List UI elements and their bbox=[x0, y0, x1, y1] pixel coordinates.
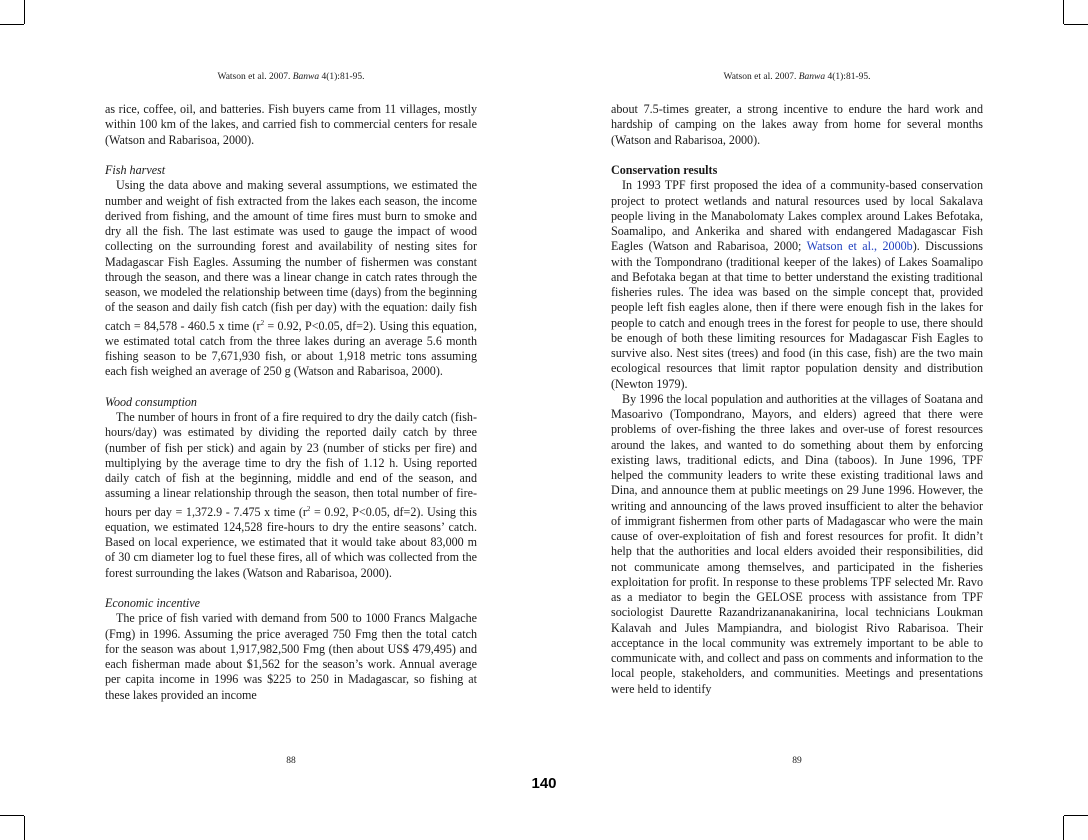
superscript: 2 bbox=[260, 318, 265, 327]
paragraph-conservation: In 1993 TPF first proposed the idea of a community-based conservation project to protect wetlands and natural resources used by local Sakalava people living in the Manabolomaty Lakes complex around Lakes Befotaka, Soamalipo, and Ankerika and shared with endangered Madagascar Fish Eagles (Watson and Rabarisoa, 2000; Watson et al., 2000b). Discussions with the Tompondrano (traditional keeper of the lakes) of Lakes Soamalipo and Befotaka began at that time to better understand the existing traditional fisheries rules. The idea was based on the simple concept that, provided people left fish eagles alone, then if there were enough fish in the lakes for people to catch and enough trees in the forest for people to use, there should be enough of both these limiting resources for Madagascar Fish Eagles to survive also. Nest sites (trees) and food (in this case, fish) are the two main ecological resources that limit raptor population density and distribution (Newton 1979). bbox=[611, 178, 984, 391]
crop-mark bbox=[1064, 24, 1088, 25]
superscript: 2 bbox=[306, 504, 311, 513]
page-number: 88 bbox=[286, 756, 296, 766]
crop-mark bbox=[24, 816, 25, 840]
crop-mark bbox=[24, 0, 25, 24]
paragraph-by-1996: By 1996 the local population and authorities at the villages of Soatana and Masoarivo (Tompondrano, Mayors, and elders) agreed that there were problems of over-fishing the three lakes and over-use of forest resources around the lakes, and wanted to do something about them by enforcing existing laws, traditional edicts, and Dina (taboos). In June 1996, TPF helped the community leaders to write these existing traditional laws and Dina, and announce them at public meetings on 29 June 1996. However, the writing and announcing of the laws proved insufficient to alter the behavior of immigrant fishermen from other parts of Madagascar who were the main cause of over-exploitation of fish and forest resources for profit. It didn’t help that the authorities and local elders avoided their responsibilities, did not communicate among themselves, and participated in the fisheries exploitation for profit. In response to these problems TPF selected Mr. Ravo as a mediator to begin the GELOSE process with assistance from TPF sociologist Daurette Razandrizananakanirina, local technicians Loukman Kalavah and Jules Mampiandra, and biologist Rivo Rabarisoa. Their acceptance in the local community was extremely important to be able to communicate with, and collect and pass on comments and information to the local people, stakeholders, and communities. Meetings and presentations were held to identify bbox=[611, 391, 983, 696]
running-head: Watson et al. 2007. Banwa 4(1):81-95. bbox=[723, 72, 871, 82]
right-body bbox=[611, 102, 983, 697]
paragraph-fish-harvest: Using the data above and making several assumptions, we estimated the number and weight of fish extracted from the lakes each season, the income derived from fishing, and the amount of time fires must burn to smoke and dry all the fish. The last estimate was used to gauge the impact of wood collecting on the surrounding forest and availability of nesting sites for Madagascar Fish Eagles. Assuming the number of fishermen was constant through the season, and there was a linear change in catch rates through the season, we modeled the relationship between time (days) from the beginning of the season and daily fish catch (fish per day) with the equation: daily fish catch = 84,578 - 460.5 x time ($r^2 = 0.92$, P<0.05, df=2). Using this equation, we estimated total catch from the three lakes during an average 5.6 month fishing season to be 7,671,930 fish, or about 1,918 metric tons assuming each fish weighed an average of 250 g (Watson and Rabarisoa, 2000). bbox=[105, 178, 477, 379]
crop-mark bbox=[1063, 816, 1064, 840]
sheet-number: 140 bbox=[531, 775, 557, 792]
crop-mark bbox=[0, 815, 24, 816]
section-heading-fish-harvest: Fish harvest bbox=[105, 163, 166, 177]
paragraph-economic-incentive: The price of fish varied with demand from 500 to 1000 Francs Malgache (Fmg) in 1996. Assuming the price averaged 750 Fmg then the total catch for the season was about 1,917,982,500 Fmg (then about US$ 479,495) and each fisherman made about $1,562 for the season’s work. Annual average per capita income in 1996 was $225 to 250 in Madagascar, so fishing at these lakes provided an income bbox=[105, 611, 477, 702]
crop-mark bbox=[0, 24, 24, 25]
running-head: Watson et al. 2007. Banwa 4(1):81-95. bbox=[217, 72, 365, 82]
paragraph-wood-consumption: The number of hours in front of a fire required to dry the daily catch (fish-hours/day) was estimated by dividing the reported daily catch by three (number of fish per stick) and again by 23 (number of sticks per fire) and multiplying by the average time to dry the fish of 1.12 h. Using reported daily catch of fish at the beginning, middle and end of the season, and assuming a linear relationship through the season, then total number of fire-hours per day = 1,372.9 - 7.475 x time ($r^2 = 0.92$, P<0.05, df=2). Using this equation, we estimated 124,528 fire-hours to dry the entire seasons’ catch. Based on local experience, we estimated that it would take about 83,000 m of 30 cm diameter log to fuel these fires, all of which was collected from the forest surrounding the lakes (Watson and Rabarisoa, 2000). bbox=[105, 410, 477, 580]
citation-link[interactable]: Watson et al., 2000b bbox=[806, 239, 913, 254]
section-heading-economic-incentive: Economic incentive bbox=[105, 596, 201, 611]
crop-mark bbox=[1064, 815, 1088, 816]
crop-mark bbox=[1063, 0, 1064, 24]
section-heading-wood-consumption: Wood consumption bbox=[105, 394, 197, 409]
left-body bbox=[105, 102, 477, 703]
paragraph: about 7.5-times greater, a strong incentive to endure the hard work and hardship of camping on the lakes away from home for several months (Watson and Rabarisoa, 2000). bbox=[611, 102, 983, 147]
paragraph: as rice, coffee, oil, and batteries. Fish buyers came from 11 villages, mostly within 100 km of the lakes, and carried fish to commercial centers for resale (Watson and Rabarisoa, 2000). bbox=[105, 102, 477, 147]
page-number: 89 bbox=[792, 756, 802, 766]
section-heading-conservation-results: Conservation results bbox=[611, 163, 718, 177]
